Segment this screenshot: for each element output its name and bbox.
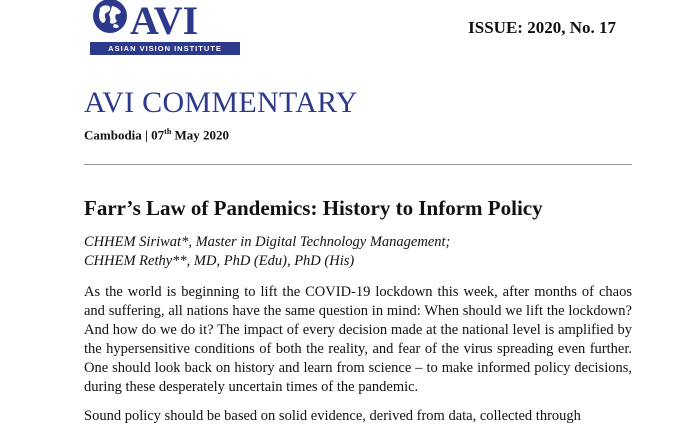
globe-logo-icon	[90, 0, 240, 42]
dateline	[84, 127, 229, 143]
author-line: CHHEM Rethy**, MD, PhD (Edu), PhD (His)	[84, 253, 355, 269]
article-authors	[84, 233, 450, 271]
logo-tagline: ASIAN VISION INSTITUTE	[90, 42, 240, 55]
article-paragraph: Sound policy should be based on solid evidence, derived from data, collected through	[84, 408, 581, 424]
page-title: AVI COMMENTARY	[84, 86, 358, 119]
dateline-location: Cambodia | 07	[84, 127, 165, 143]
dateline-date: May 2020	[171, 127, 230, 143]
issue-number: ISSUE: 2020, No. 17	[468, 18, 616, 37]
article-headline: Farr’s Law of Pandemics: History to Inform Policy	[84, 196, 543, 220]
article-paragraph: As the world is beginning to lift the COVID-19 lockdown this week, after months of chaos and suffering, all nations have the same question in mind: When should we lift the lockdown? And how do we do it? The impact of every decision made at the national level is amplified by the hypersensitive conditions of both the reality, and fear of the virus spreading even further. One should look back on history and learn from science – to make informed policy decisions, during these desperately uncertain times of the pandemic.	[84, 284, 632, 395]
divider	[84, 164, 632, 165]
dateline-superscript: th	[164, 127, 172, 136]
logo-wordmark: AVI	[130, 0, 199, 42]
author-line: CHHEM Siriwat*, Master in Digital Technology Management;	[84, 234, 451, 250]
avi-logo	[90, 0, 240, 60]
